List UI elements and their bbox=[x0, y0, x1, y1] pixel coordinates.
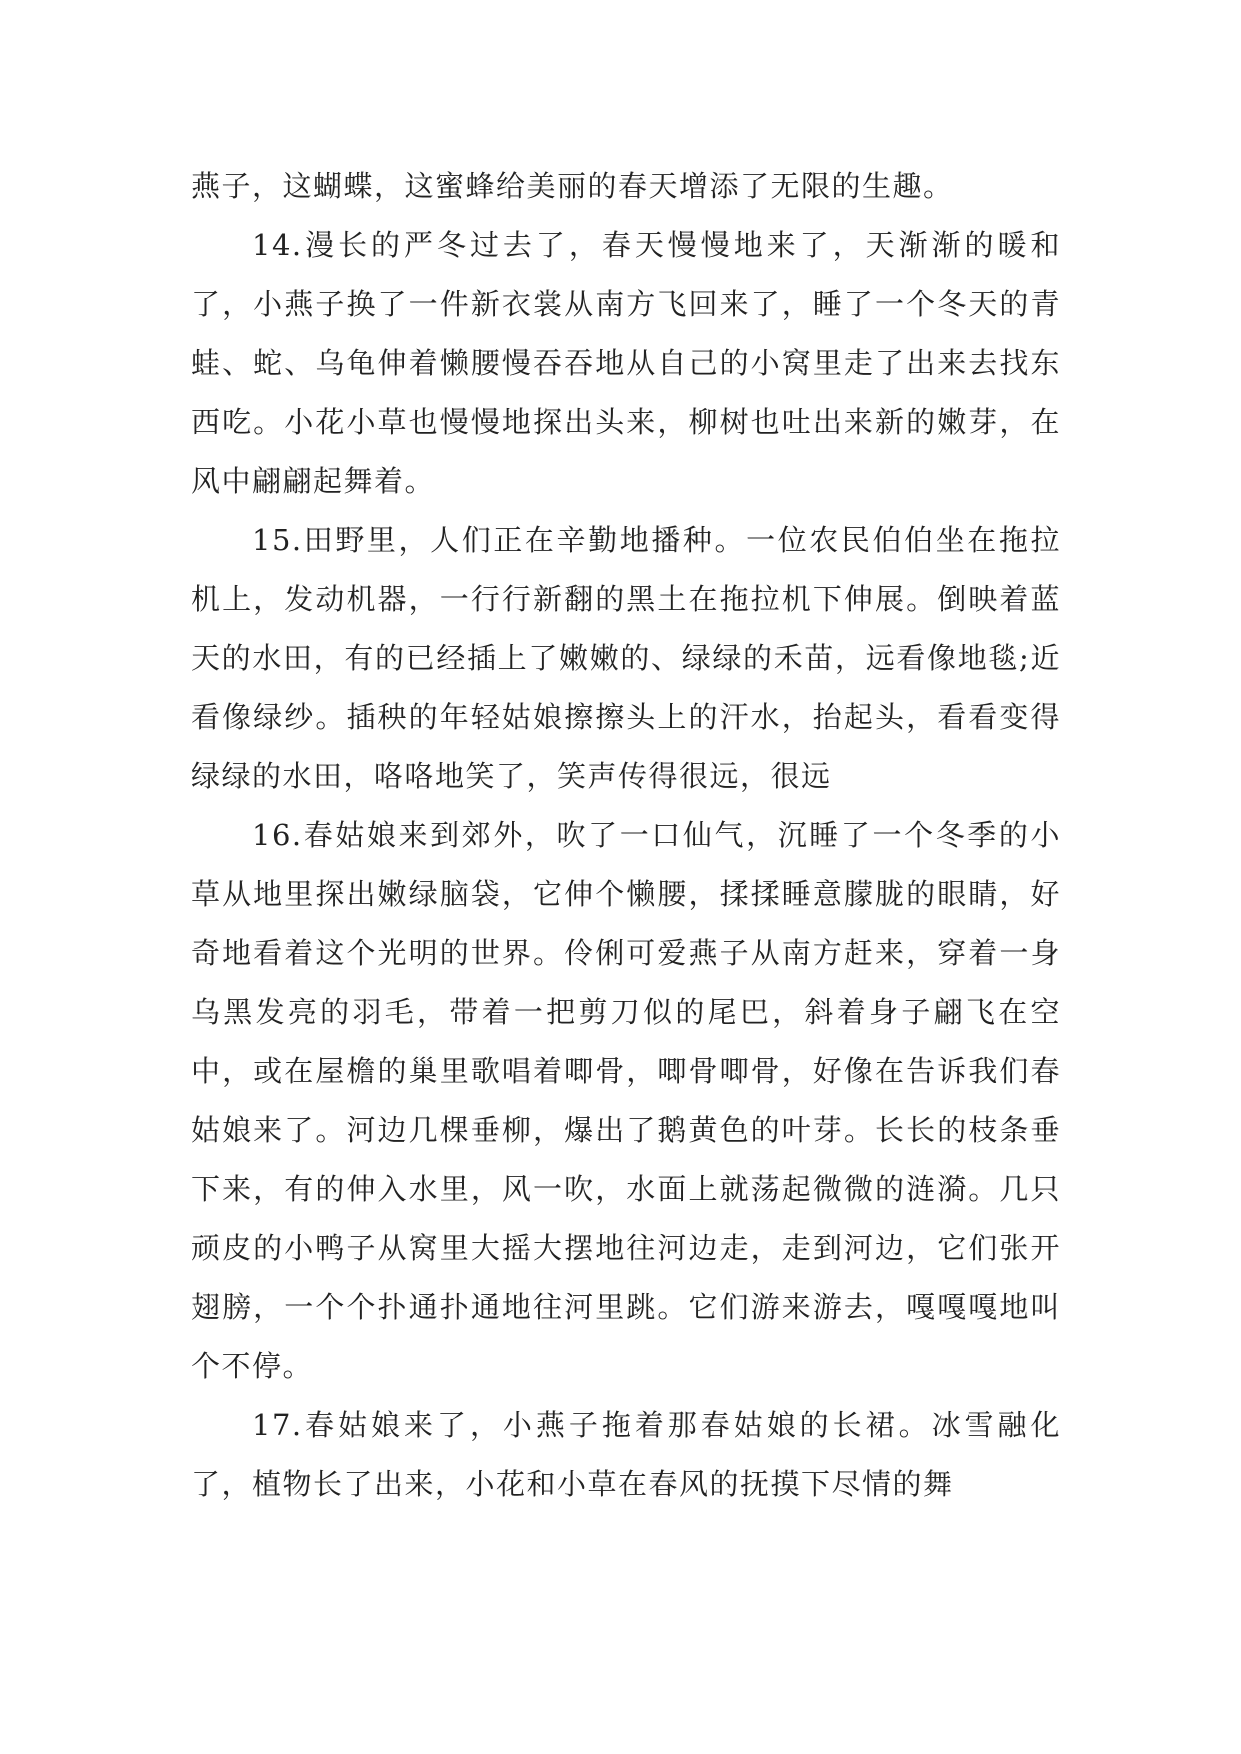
paragraph-16: 16.春姑娘来到郊外，吹了一口仙气，沉睡了一个冬季的小草从地里探出嫩绿脑袋，它伸个懒腰，揉揉睡意朦胧的眼睛，好奇地看着这个光明的世界。伶俐可爱燕子从南方赶来，穿着一身乌黑发亮的羽毛，带着一把剪刀似的尾巴，斜着身子翩飞在空中，或在屋檐的巢里歌唱着唧骨，唧骨唧骨，好像在告诉我们春姑娘来了。河边几棵垂柳，爆出了鹅黄色的叶芽。长长的枝条垂下来，有的伸入水里，风一吹，水面上就荡起微微的涟漪。几只顽皮的小鸭子从窝里大摇大摆地往河边走，走到河边，它们张开翅膀，一个个扑通扑通地往河里跳。它们游来游去，嘎嘎嘎地叫个不停。 bbox=[191, 818, 1061, 1383]
paragraph-14: 14.漫长的严冬过去了，春天慢慢地来了，天渐渐的暖和了，小燕子换了一件新衣裳从南方飞回来了，睡了一个冬天的青蛙、蛇、乌龟伸着懒腰慢吞吞地从自己的小窝里走了出来去找东西吃。小花小草也慢慢地探出头来，柳树也吐出来新的嫩芽，在风中翩翩起舞着。 bbox=[191, 228, 1061, 498]
paragraph-17: 17.春姑娘来了，小燕子拖着那春姑娘的长裙。冰雪融化了，植物长了出来，小花和小草在春风的抚摸下尽情的舞 bbox=[191, 1408, 1061, 1501]
paragraph-15: 15.田野里，人们正在辛勤地播种。一位农民伯伯坐在拖拉机上，发动机器，一行行新翻的黑土在拖拉机下伸展。倒映着蓝天的水田，有的已经插上了嫩嫩的、绿绿的禾苗，远看像地毯;近看像绿纱。插秧的年轻姑娘擦擦头上的汗水，抬起头，看看变得绿绿的水田，咯咯地笑了，笑声传得很远，很远 bbox=[191, 523, 1061, 793]
paragraph-13-continuation: 燕子，这蝴蝶，这蜜蜂给美丽的春天增添了无限的生趣。 bbox=[191, 169, 954, 203]
document-body bbox=[191, 157, 1061, 1514]
